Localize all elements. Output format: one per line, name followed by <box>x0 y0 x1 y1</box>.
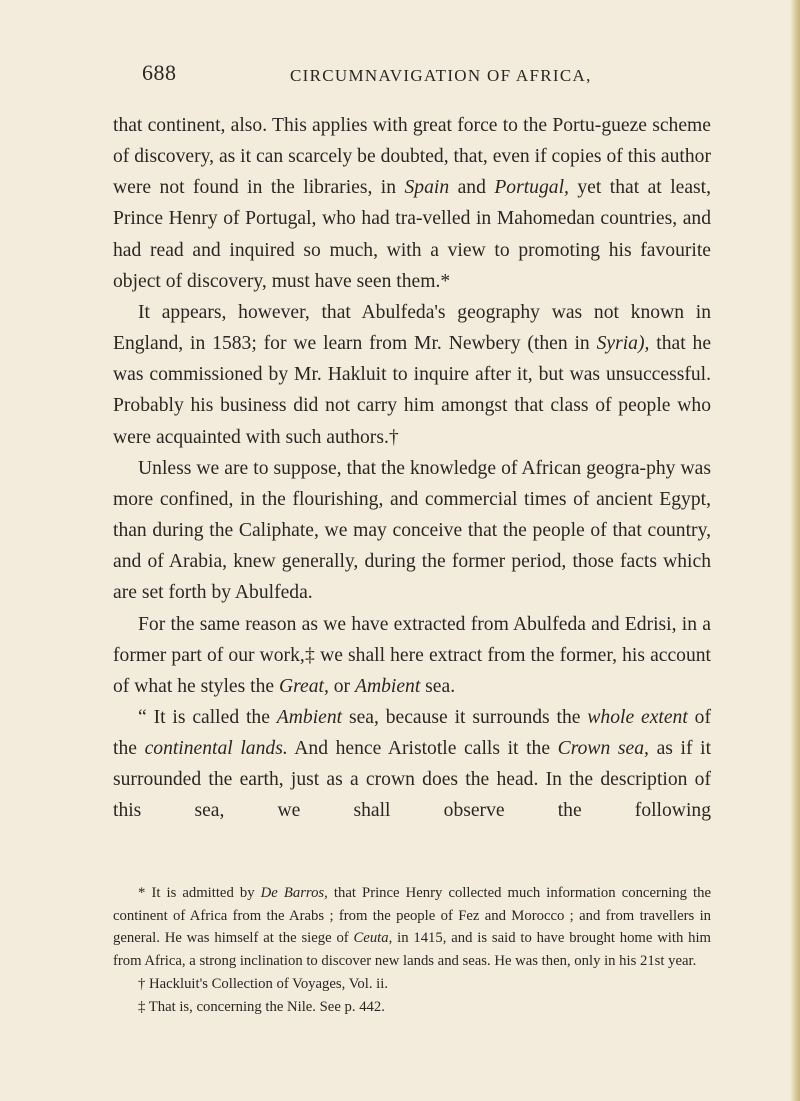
paragraph <box>113 609 711 702</box>
italic-text: Portugal, <box>494 177 569 199</box>
text-run: It appears, however, that Abulfeda's geography was not known in England, in 1583; for we learn from Mr. Newbery (then in <box>113 301 711 355</box>
italic-text: Ambient <box>276 706 343 728</box>
page-edge <box>790 0 800 1101</box>
body-text <box>113 110 711 827</box>
page-number: 688 <box>142 60 177 85</box>
footnote <box>113 996 711 1019</box>
text-run: * It is admitted by <box>138 885 261 901</box>
text-run: ‡ That is, concerning the Nile. See p. 442. <box>138 998 385 1015</box>
paragraph <box>113 453 711 609</box>
running-head <box>112 60 712 92</box>
text-run: or <box>328 675 355 697</box>
italic-text: Great, <box>278 675 329 697</box>
text-run: “ It is called the <box>138 706 277 728</box>
text-run: sea. <box>420 675 456 697</box>
footnote <box>113 882 711 973</box>
italic-text: Spain <box>404 177 450 199</box>
paragraph <box>113 297 711 453</box>
text-run: that Prince Henry collected much information concerning the continent of Africa from the Arabs ; from the people of Fez and Morocco ; and from travellers in general. He was himself at the siege of <box>113 885 711 947</box>
italic-text: Syria), <box>596 333 650 355</box>
italic-text: Ceuta, <box>353 930 393 947</box>
text-run: that continent, also. This applies with great force to the Portu-gueze scheme of discovery, as it can scarcely be doubted, that, even if copies of this author were not found in the libraries, in <box>113 115 711 199</box>
text-run: of the <box>113 706 711 760</box>
italic-text: whole extent <box>587 706 688 728</box>
text-run: And hence Aristotle calls it the <box>287 738 558 760</box>
italic-text: Crown sea, <box>557 738 649 760</box>
footnote <box>113 973 711 996</box>
running-title: CIRCUMNAVIGATION OF AFRICA, <box>290 66 592 85</box>
text-run: † Hackluit's Collection of Voyages, Vol. ii. <box>138 975 389 992</box>
text-run: that he was commissioned by Mr. Hakluit to inquire after it, but was unsuccessful. Probably his business did not carry him amongst that class of people who were acquainted with such authors.† <box>113 333 712 448</box>
text-run: For the same reason as we have extracted from Abulfeda and Edrisi, in a former part of our work,‡ we shall here extract from the former, his account of what he styles the <box>113 613 711 697</box>
text-run: sea, because it surrounds the <box>342 706 588 728</box>
italic-text: Ambient <box>354 675 421 697</box>
italic-text: continental lands. <box>144 738 288 760</box>
text-run: and <box>449 177 495 199</box>
paragraph <box>113 702 711 827</box>
text-run: in 1415, and is said to have brought home with him from Africa, a strong inclination to discover new lands and seas. He was then, only in his 21st year. <box>113 930 711 970</box>
italic-text: De Barros, <box>260 885 328 901</box>
footnotes <box>113 882 711 1018</box>
text-run: yet that at least, Prince Henry of Portugal, who had tra-velled in Mahomedan countries, and had read and inquired so much, with a view to promoting his favourite object of discovery, must have seen them.* <box>113 177 711 292</box>
text-run: as if it surrounded the earth, just as a crown does the head. In the description of this sea, we shall observe the following <box>113 738 712 822</box>
paragraph <box>113 110 711 297</box>
text-run: Unless we are to suppose, that the knowledge of African geogra-phy was more confined, in the flourishing, and commercial times of ancient Egypt, than during the Caliphate, we may conceive that the people of that country, and of Arabia, knew generally, during the former period, those facts which are set forth by Abulfeda. <box>113 457 711 604</box>
